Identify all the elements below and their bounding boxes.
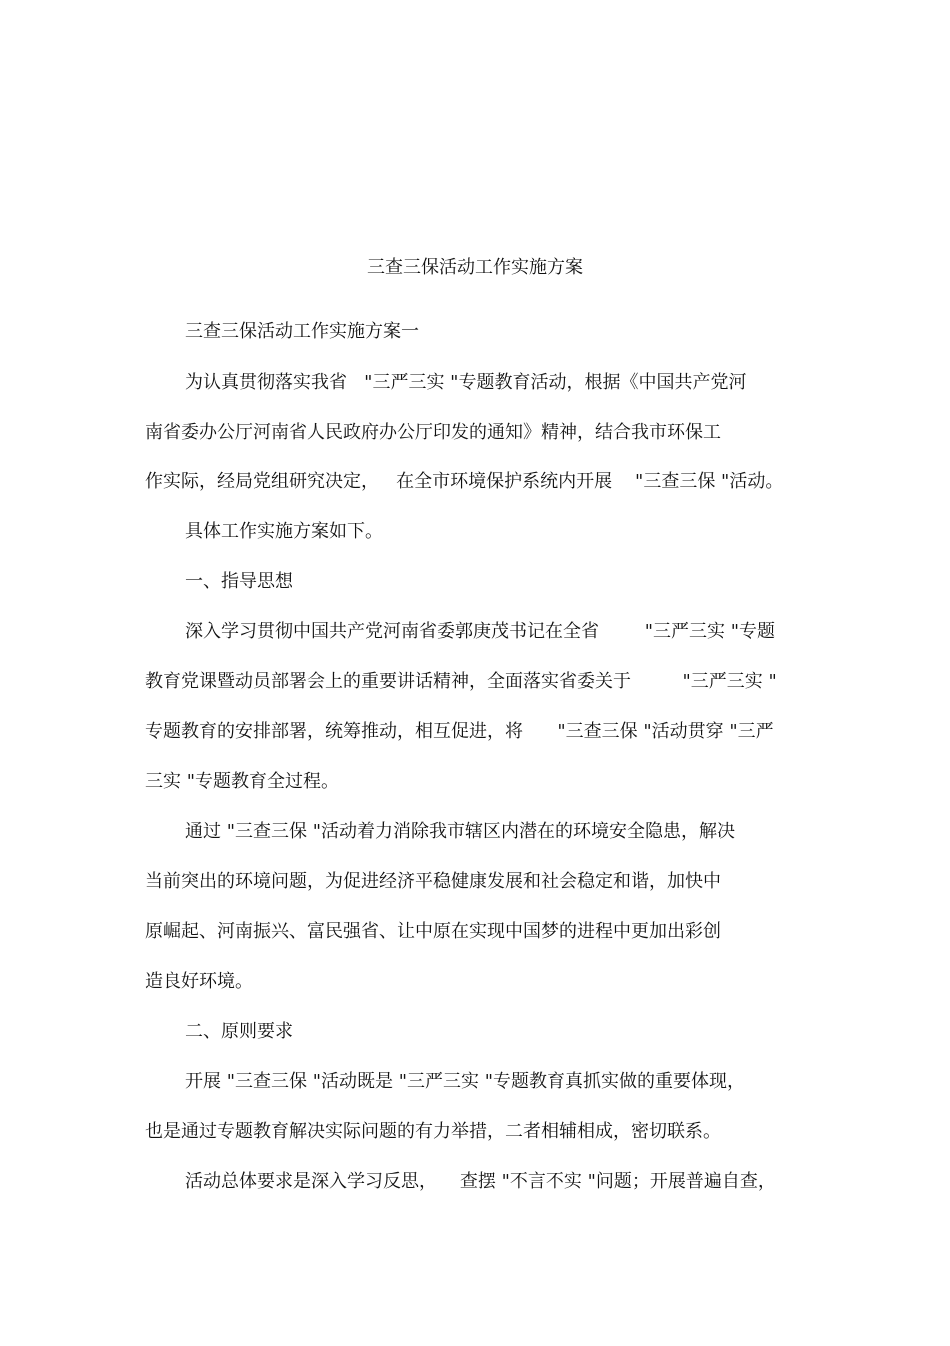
paragraph-line: 为认真贯彻落实我省 "三严三实 "专题教育活动，根据《中国共产党河 [185, 372, 747, 393]
paragraph-line: 南省委办公厅河南省人民政府办公厅印发的通知》精神，结合我市环保工 [145, 422, 721, 443]
paragraph-line: 专题教育的安排部署，统筹推动，相互促进，将 "三查三保 "活动贯穿 "三严 [145, 721, 774, 742]
paragraph-line: 教育党课暨动员部署会上的重要讲话精神，全面落实省委关于 "三严三实 " [145, 671, 777, 692]
paragraph-line: 三实 "专题教育全过程。 [145, 771, 339, 792]
document-title: 三查三保活动工作实施方案 [367, 257, 583, 278]
paragraph-line: 造良好环境。 [145, 971, 253, 992]
paragraph-line: 具体工作实施方案如下。 [185, 521, 383, 542]
section-heading: 二、原则要求 [185, 1021, 293, 1042]
paragraph-line: 开展 "三查三保 "活动既是 "三严三实 "专题教育真抓实做的重要体现， [185, 1071, 746, 1092]
paragraph-line: 活动总体要求是深入学习反思， 查摆 "不言不实 "问题；开展普遍自查， [185, 1171, 776, 1192]
section-heading: 一、指导思想 [185, 571, 293, 592]
paragraph-line: 作实际，经局党组研究决定， 在全市环境保护系统内开展 "三查三保 "活动。 [145, 471, 784, 492]
subtitle: 三查三保活动工作实施方案一 [185, 321, 419, 342]
paragraph-line: 当前突出的环境问题，为促进经济平稳健康发展和社会稳定和谐，加快中 [145, 871, 721, 892]
paragraph-line: 深入学习贯彻中国共产党河南省委郭庚茂书记在全省 "三严三实 "专题 [185, 621, 776, 642]
paragraph-line: 通过 "三查三保 "活动着力消除我市辖区内潜在的环境安全隐患，解决 [185, 821, 735, 842]
paragraph-line: 原崛起、河南振兴、富民强省、让中原在实现中国梦的进程中更加出彩创 [145, 921, 721, 942]
paragraph-line: 也是通过专题教育解决实际问题的有力举措，二者相辅相成，密切联系。 [145, 1121, 721, 1142]
